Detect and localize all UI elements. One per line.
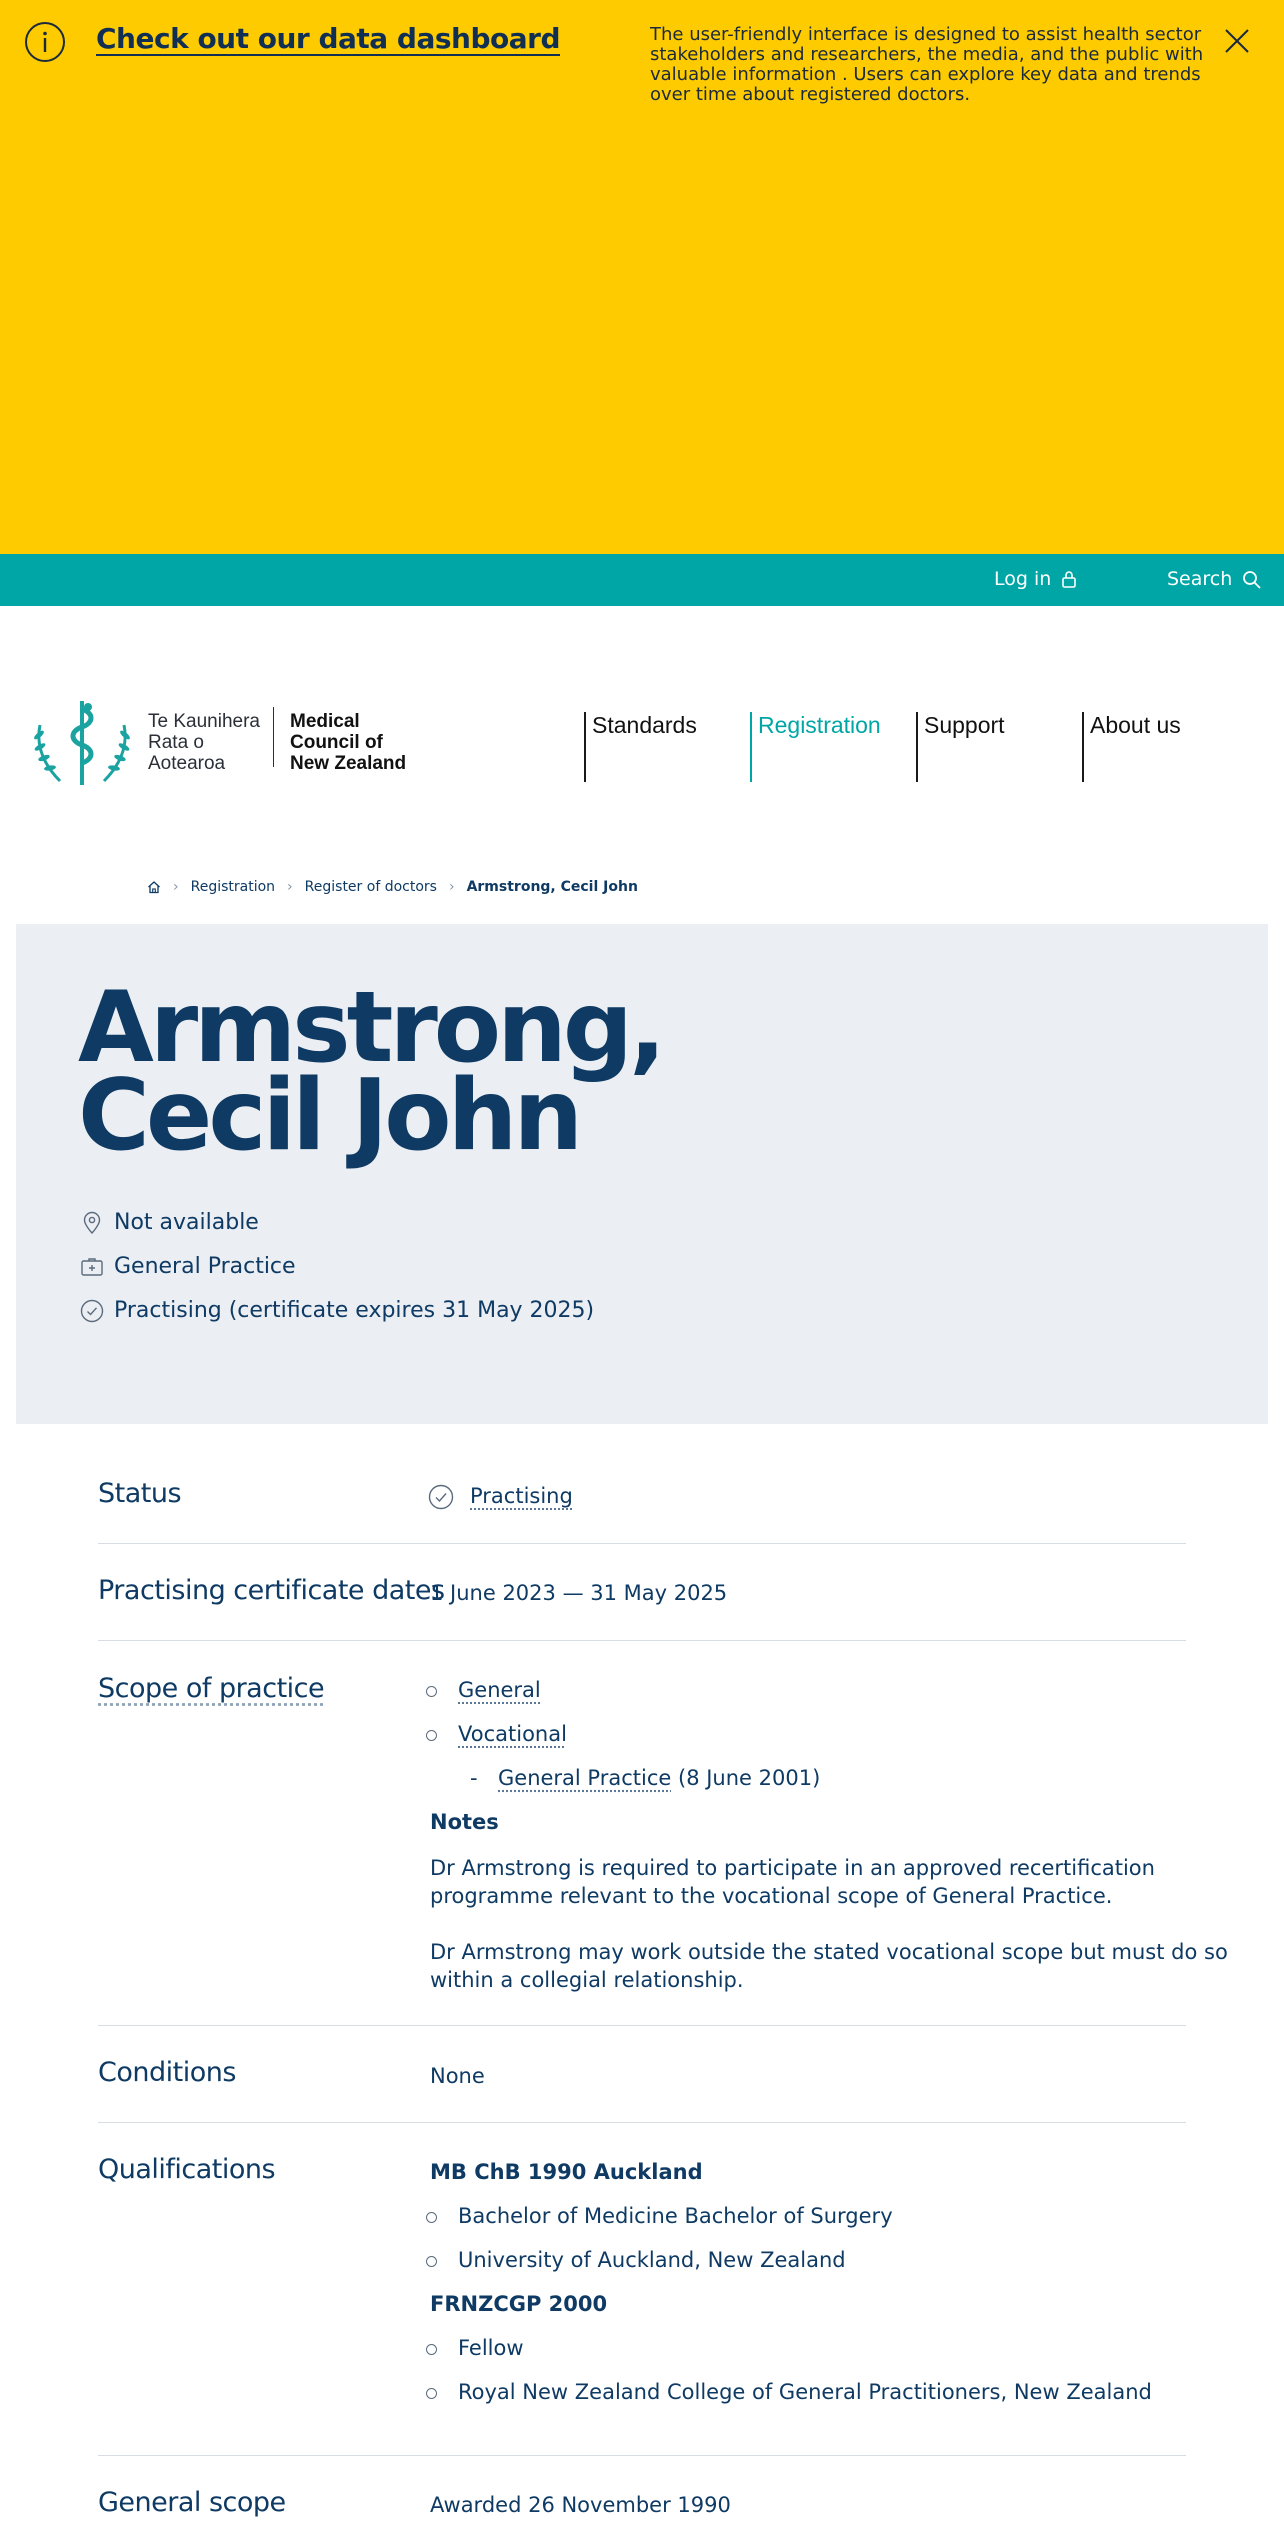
dash-marker: - (470, 1766, 478, 1790)
vocational-sub-date: (8 June 2001) (678, 1766, 821, 1790)
certificate-dates-label: Practising certificate dates (98, 1575, 445, 1606)
medical-kit-icon (80, 1255, 104, 1279)
status-label: Status (98, 1478, 182, 1509)
scope-of-practice-label[interactable]: Scope of practice (98, 1673, 325, 1704)
home-icon[interactable] (147, 880, 161, 894)
breadcrumb-register-of-doctors[interactable]: Register of doctors (304, 879, 437, 895)
general-scope-value: Awarded 26 November 1990 (430, 2493, 731, 2517)
qualifications-label: Qualifications (98, 2154, 276, 2185)
qualification-item: Fellow (458, 2336, 524, 2360)
practising-meta (80, 1298, 594, 1323)
divider (98, 2122, 1186, 2123)
nav-about-us[interactable]: About us (1082, 712, 1181, 782)
divider (98, 1640, 1186, 1641)
qualification-title: MB ChB 1990 Auckland (430, 2160, 703, 2184)
banner-description: The user-friendly interface is designed to assist health sector stakeholders and researchers, the media, and the public with valuable information . Users can explore key data and trends over time about registered doctors. (650, 24, 1204, 105)
nav-standards[interactable]: Standards (584, 712, 697, 782)
lock-icon (1061, 570, 1077, 588)
login-label: Log in (994, 568, 1052, 590)
notes-heading: Notes (430, 1810, 499, 1834)
bullet (426, 2256, 437, 2267)
vocational-sub-item (498, 1766, 820, 1790)
nav-registration[interactable]: Registration (750, 712, 881, 782)
site-logo[interactable] (30, 695, 430, 789)
divider (98, 2455, 1186, 2456)
certificate-dates-value: 1 June 2023 — 31 May 2025 (430, 1581, 728, 1605)
qualification-item: University of Auckland, New Zealand (458, 2248, 846, 2272)
practising-summary-text: Practising (certificate expires 31 May 2025) (114, 1298, 595, 1323)
doctor-hero (16, 924, 1268, 1424)
caduceus-fern-logo-icon (30, 695, 134, 789)
page-title: Armstrong, Cecil John (78, 971, 663, 1173)
chevron-right-icon: › (173, 879, 179, 895)
info-banner (0, 0, 1284, 554)
banner-title-link[interactable]: Check out our data dashboard (96, 22, 560, 55)
bullet (426, 2388, 437, 2399)
divider (98, 2025, 1186, 2026)
conditions-label: Conditions (98, 2057, 236, 2088)
bullet (426, 1730, 437, 1741)
chevron-right-icon: › (448, 879, 455, 895)
nav-support[interactable]: Support (916, 712, 1005, 782)
chevron-right-icon: › (287, 879, 293, 895)
logo-te-reo-text: Te Kaunihera Rata o Aotearoa (148, 711, 260, 774)
breadcrumb (147, 879, 638, 895)
qualification-item: Royal New Zealand College of General Practitioners, New Zealand (458, 2380, 1152, 2404)
note-collegial-relationship: Dr Armstrong may work outside the stated vocational scope but must do so within a collegial relationship. (430, 1940, 1228, 1992)
login-link[interactable] (994, 568, 1077, 590)
utility-bar (0, 554, 1284, 606)
status-value-link[interactable]: Practising (470, 1484, 573, 1508)
logo-divider (273, 707, 274, 767)
info-icon (24, 21, 66, 63)
bullet (426, 2212, 437, 2223)
logo-english-text: Medical Council of New Zealand (290, 711, 407, 774)
scope-vocational-link[interactable]: Vocational (458, 1722, 567, 1746)
general-scope-label: General scope (98, 2487, 286, 2518)
check-circle-icon (428, 1484, 454, 1510)
conditions-value: None (430, 2064, 485, 2088)
scope-summary-text: General Practice (114, 1254, 296, 1279)
breadcrumb-current: Armstrong, Cecil John (466, 879, 638, 895)
check-circle-icon (80, 1299, 104, 1323)
location-meta (80, 1210, 259, 1235)
map-pin-icon (80, 1211, 104, 1235)
vocational-general-practice-link[interactable]: General Practice (498, 1766, 672, 1790)
location-text: Not available (114, 1210, 259, 1235)
bullet (426, 1686, 437, 1697)
note-recertification: Dr Armstrong is required to participate in an approved recertification programme relevant to the vocational scope of General Practice. (430, 1856, 1155, 1908)
scope-meta (80, 1254, 296, 1279)
search-icon (1242, 570, 1261, 589)
search-link[interactable] (1167, 568, 1261, 590)
qualification-title: FRNZCGP 2000 (430, 2292, 608, 2316)
close-icon[interactable] (1223, 27, 1251, 55)
qualification-item: Bachelor of Medicine Bachelor of Surgery (458, 2204, 893, 2228)
bullet (426, 2344, 437, 2355)
divider (98, 1543, 1186, 1544)
scope-general-link[interactable]: General (458, 1678, 541, 1702)
search-label: Search (1167, 568, 1233, 590)
breadcrumb-registration[interactable]: Registration (190, 879, 276, 895)
